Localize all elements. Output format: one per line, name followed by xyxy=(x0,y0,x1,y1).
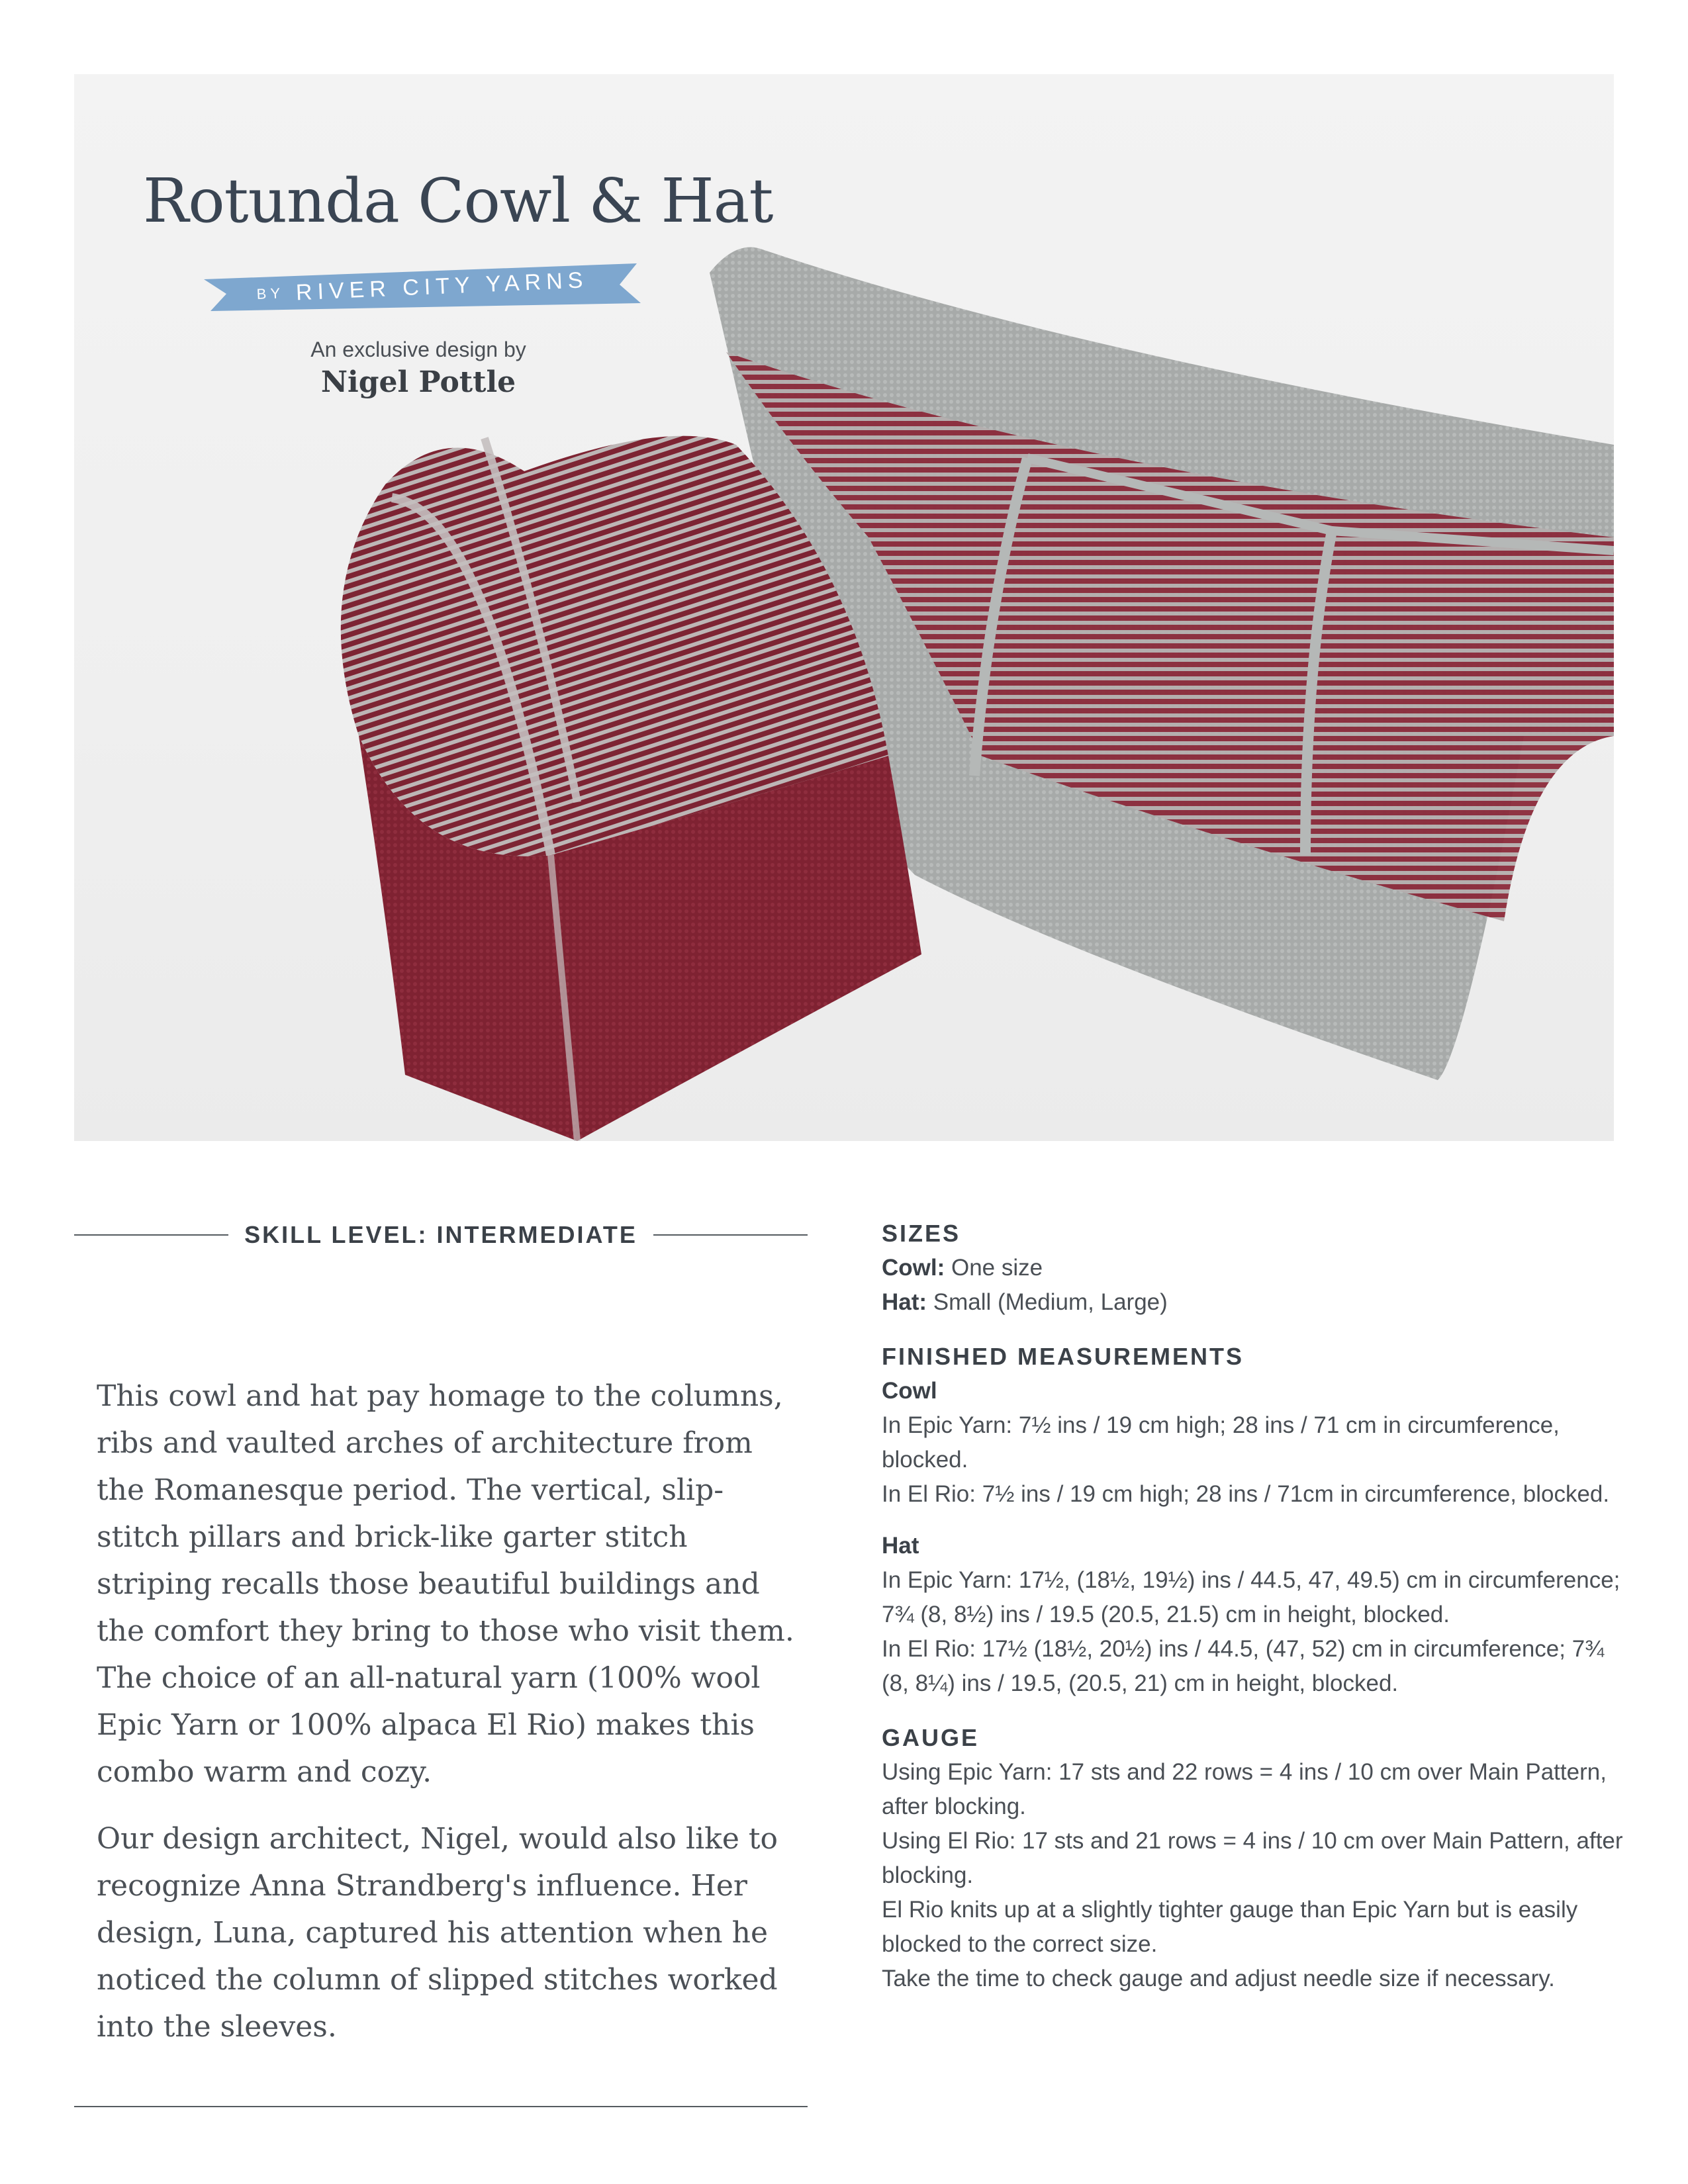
skill-rule-right xyxy=(653,1234,808,1236)
measurements-heading: FINISHED MEASUREMENTS xyxy=(882,1343,1244,1370)
sizes-hat-label: Hat: xyxy=(882,1289,927,1315)
measurements-cowl-elrio: In El Rio: 7½ ins / 19 cm high; 28 ins / 71cm in circumference, blocked. xyxy=(882,1481,1610,1507)
sizes-cowl xyxy=(882,1251,1623,1285)
measurements-hat-heading: Hat xyxy=(882,1533,919,1559)
designer-name: Nigel Pottle xyxy=(320,365,516,399)
measurements-cowl-heading: Cowl xyxy=(882,1378,937,1404)
skill-rule-left xyxy=(74,1234,228,1236)
gauge-note-1: El Rio knits up at a slightly tighter gauge than Epic Yarn but is easily blocked to the correct size. xyxy=(882,1897,1578,1957)
spacer xyxy=(882,1512,1623,1529)
sizes-hat xyxy=(882,1285,1623,1320)
title-block xyxy=(74,74,802,445)
gauge-note-2: Take the time to check gauge and adjust needle size if necessary. xyxy=(882,1966,1555,1991)
intro-paragraph-2: Our design architect, Nigel, would also like to recognize Anna Strandberg's influence. Her design, Luna, captured his attention when he noticed the column of slipped stitches worked into the sleeves. xyxy=(97,1822,778,2044)
sizes-cowl-value: One size xyxy=(945,1255,1043,1281)
gauge-heading: GAUGE xyxy=(882,1724,980,1751)
sizes-heading: SIZES xyxy=(882,1220,961,1247)
measurements-cowl-epic: In Epic Yarn: 7½ ins / 19 cm high; 28 ins / 71 cm in circumference, blocked. xyxy=(882,1412,1560,1473)
measurements-hat-elrio: In El Rio: 17½ (18½, 20½) ins / 44.5, (47, 52) cm in circumference; 7¾ (8, 8¼) ins / 19.5, (20.5, 21) cm in height, blocked. xyxy=(882,1636,1605,1696)
sizes-cowl-label: Cowl: xyxy=(882,1255,945,1281)
skill-level-banner xyxy=(74,1215,808,1255)
skill-level-label: SKILL LEVEL: INTERMEDIATE xyxy=(244,1221,637,1248)
sizes-hat-value: Small (Medium, Large) xyxy=(927,1289,1168,1315)
hero-photo xyxy=(74,74,1614,1141)
intro-paragraph-1: This cowl and hat pay homage to the columns, ribs and vaulted arches of architecture from the Romanesque period. The vertical, slip-stitch pillars and brick-like garter stitch striping recalls those beautiful buildings and the comfort they bring to those who visit them. The choice of an all-natural yarn (100% wool Epic Yarn or 100% alpaca El Rio) makes this combo warm and cozy. xyxy=(97,1379,794,1789)
ribbon-brand: RIVER CITY YARNS xyxy=(295,267,589,305)
byline: An exclusive design by xyxy=(310,338,526,361)
gauge-elrio: Using El Rio: 17 sts and 21 rows = 4 ins / 10 cm over Main Pattern, after blocking. xyxy=(882,1828,1623,1888)
bottom-divider xyxy=(74,2106,808,2107)
pattern-title: Rotunda Cowl & Hat xyxy=(143,165,773,236)
measurements-hat-epic: In Epic Yarn: 17½, (18½, 19½) ins / 44.5, 47, 49.5) cm in circumference; 7¾ (8, 8½) ins / 19.5 (20.5, 21.5) cm in height, blocked. xyxy=(882,1567,1620,1627)
specifications xyxy=(882,1216,1623,1996)
gauge-epic: Using Epic Yarn: 17 sts and 22 rows = 4 ins / 10 cm over Main Pattern, after blocking. xyxy=(882,1759,1607,1819)
spacer xyxy=(882,1701,1623,1721)
spacer xyxy=(882,1320,1623,1340)
intro-text xyxy=(97,1373,798,2070)
ribbon-by: BY xyxy=(256,285,285,302)
brand-ribbon xyxy=(204,261,641,314)
